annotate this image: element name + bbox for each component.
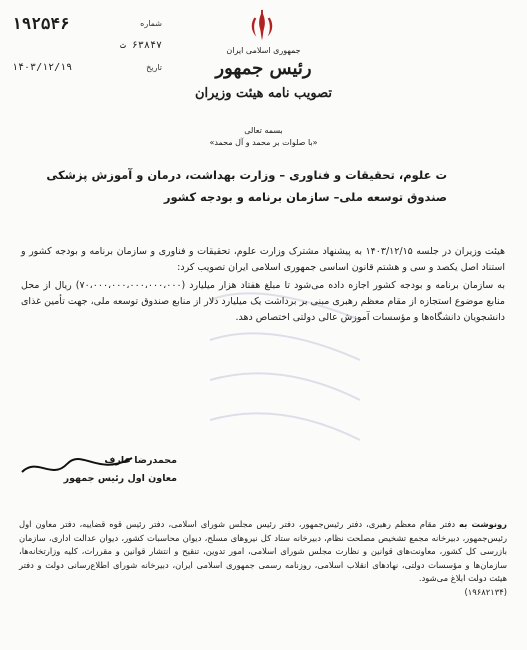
number-label: شماره bbox=[140, 18, 162, 28]
decree-body bbox=[21, 244, 505, 328]
signature-scribble bbox=[17, 452, 137, 482]
salavat: «با صلوات بر محمد و آل محمد» bbox=[209, 138, 318, 147]
distribution-lead: رونوشت به bbox=[459, 519, 507, 529]
recipients bbox=[27, 164, 447, 208]
distribution-list bbox=[19, 518, 507, 599]
body-paragraph-1: هیئت وزیران در جلسه ۱۴۰۳/۱۲/۱۵ به پیشنهاد مشترک وزارت علوم، تحقیقات و فناوری و سازمان برنامه و بودجه کشور و استناد اصل یکصد و سی و هشتم قانون اساسی جمهوری اسلامی ایران تصویب کرد: bbox=[21, 246, 505, 273]
header-title: رئیس جمهور bbox=[215, 58, 312, 79]
document-date: ۱۴۰۳/۱۲/۱۹ bbox=[12, 61, 73, 73]
iran-emblem-icon bbox=[243, 8, 281, 46]
recipients-line-2: صندوق توسعه ملی– سازمان برنامه و بودجه کشور bbox=[163, 190, 447, 204]
signatory-role: معاون اول رئیس جمهور bbox=[63, 473, 177, 484]
distribution-code: (۱۹۶۸۲۱۳۴) bbox=[464, 586, 507, 597]
document-number: ۱۹۲۵۴۶ bbox=[12, 13, 70, 33]
org-name: جمهوری اسلامی ایران bbox=[226, 46, 301, 55]
document-meta bbox=[12, 12, 162, 78]
signature-block bbox=[27, 452, 177, 488]
recipients-line-1: ت علوم، تحقیقات و فناوری – وزارت بهداشت، درمان و آموزش پزشکی bbox=[46, 168, 447, 182]
header-subtitle: تصویب نامه هیئت وزیران bbox=[194, 86, 333, 101]
signatory-name: محمدرضا عارف bbox=[104, 455, 177, 466]
basmala: بسمه تعالی bbox=[244, 126, 283, 135]
body-paragraph-2: به سازمان برنامه و بودجه کشور اجازه داده می‌شود تا مبلغ هفتاد هزار میلیارد (۷۰،۰۰۰،۰۰۰،۰۰۰،۰۰۰،۰۰۰) ریال از محل منابع موضوع استجازه از مقام معظم رهبری مبنی بر برداشت یک میلیارد دلار از منابع صندوق توسعه ملی، جهت تأمین غذای دانشجویان دانشگاه‌ها و مؤسسات آموزش عالی دولتی اختصاص دهد. bbox=[21, 280, 506, 323]
document-ref: ۶۳۸۴۷ ت bbox=[119, 39, 162, 51]
date-label: تاریخ bbox=[146, 62, 162, 72]
distribution-text: دفتر مقام معظم رهبری، دفتر رئیس‌جمهور، دفتر رئیس مجلس شورای اسلامی، دفتر رئیس قوه قضاییه، دفتر معاون اول رئیس‌جمهور، دبیرخانه مجمع تشخیص مصلحت نظام، دبیرخانه ستاد کل نیروهای مسلح، دیوان محاسبات کشور، دیوان عدالت اداری، سازمان بازرسی کل کشور، معاونت‌های قوانین و نظارت مجلس شورای اسلامی، امور تدوین، تنقیح و انتشار قوانین و مقررات، کلیه وزارتخانه‌ها، سازمان‌ها و مؤسسات دولتی، نهادهای انقلاب اسلامی، روزنامه رسمی جمهوری اسلامی ایران، دبیرخانه شورای اطلاع‌رسانی دولت و دفتر هیئت دولت ابلاغ می‌شود. bbox=[19, 519, 507, 583]
